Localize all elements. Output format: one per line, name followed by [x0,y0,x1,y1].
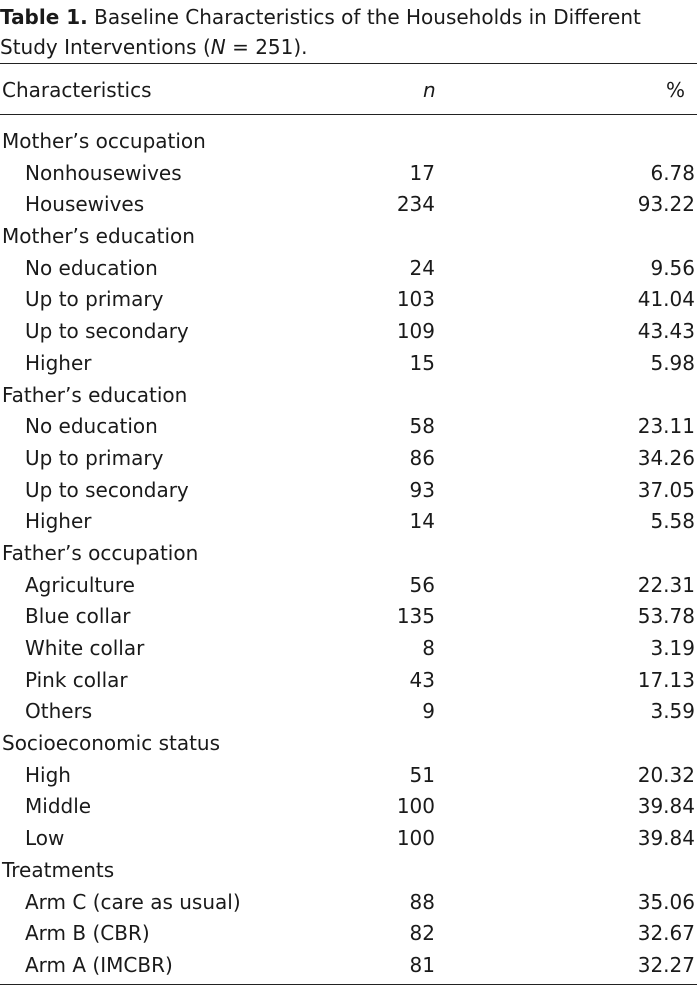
row-label: Low [25,826,65,851]
table-row [0,253,697,285]
cell-percent: 23.11 [637,414,695,439]
cell-percent: 9.56 [650,255,695,280]
row-label: Up to primary [25,445,164,470]
group-heading-row [0,221,697,253]
table-row [0,665,697,697]
row-label: Pink collar [25,667,128,692]
group-heading: Father’s education [2,382,188,407]
cell-percent: 20.32 [637,762,695,787]
cell-n: 15 [409,350,435,375]
cell-n: 56 [409,572,435,597]
header-rule [0,114,697,115]
cell-n: 109 [396,319,435,344]
header-percent: % [665,78,685,102]
cell-percent: 32.67 [637,921,695,946]
row-label: Arm A (IMCBR) [25,952,173,977]
cell-n: 93 [409,477,435,502]
table-row [0,633,697,665]
row-label: White collar [25,636,145,660]
cell-percent: 22.31 [637,572,695,597]
table-row [0,158,697,190]
cell-percent: 53.78 [637,604,695,629]
cell-n: 51 [409,762,435,787]
row-label: High [25,762,71,787]
top-rule [0,63,697,64]
cell-n: 135 [396,604,435,629]
table-header [0,74,697,106]
table-row [0,696,697,728]
row-label: Up to primary [25,287,164,312]
row-label: Others [25,699,93,724]
cell-percent: 35.06 [637,889,695,914]
cell-percent: 5.58 [650,509,695,534]
cell-n: 24 [409,255,435,280]
group-heading: Treatments [2,857,115,882]
cell-percent: 17.13 [637,667,695,692]
cell-n: 103 [396,287,435,312]
cell-n: 86 [409,445,435,470]
table-row [0,950,697,982]
table-body [0,126,697,982]
group-heading: Mother’s education [2,224,195,249]
cell-n: 58 [409,414,435,439]
table-row [0,189,697,221]
bottom-rule [0,984,697,985]
row-label: Arm C (care as usual) [25,889,241,914]
table-row [0,823,697,855]
table-row [0,760,697,792]
group-heading-row [0,538,697,570]
cell-percent: 3.59 [650,699,695,724]
table-row [0,443,697,475]
cell-n: 82 [409,921,435,946]
cell-n: 8 [422,636,435,660]
table-caption [0,2,680,62]
group-heading-row [0,728,697,760]
cell-n: 14 [409,509,435,534]
table-row [0,475,697,507]
cell-percent: 93.22 [637,192,695,217]
row-label: Up to secondary [25,477,189,502]
row-label: Blue collar [25,604,131,629]
cell-percent: 34.26 [637,445,695,470]
cell-n: 88 [409,889,435,914]
caption-text-end: = 251). [225,35,308,59]
table-row [0,918,697,950]
cell-percent: 5.98 [650,350,695,375]
table-row [0,791,697,823]
row-label: Housewives [25,192,145,217]
cell-percent: 3.19 [650,636,695,660]
table-row [0,601,697,633]
row-label: Middle [25,794,92,819]
cell-n: 43 [409,667,435,692]
row-label: Agriculture [25,572,135,597]
cell-percent: 6.78 [650,160,695,185]
group-heading-row [0,380,697,412]
row-label: Higher [25,350,92,375]
cell-percent: 39.84 [637,826,695,851]
cell-n: 81 [409,952,435,977]
table-row [0,887,697,919]
table-row [0,284,697,316]
table-row [0,506,697,538]
group-heading: Mother’s occupation [2,129,206,153]
table-row [0,348,697,380]
caption-n-symbol: N [210,35,226,59]
table-row [0,411,697,443]
cell-n: 100 [396,826,435,851]
header-characteristics: Characteristics [2,78,152,102]
row-label: No education [25,414,158,439]
table-row [0,316,697,348]
row-label: Higher [25,509,92,534]
row-label: Up to secondary [25,319,189,344]
row-label: Nonhousewives [25,160,182,185]
table-row [0,570,697,602]
cell-n: 17 [409,160,435,185]
cell-percent: 39.84 [637,794,695,819]
group-heading-row [0,126,697,158]
cell-percent: 32.27 [637,952,695,977]
cell-percent: 43.43 [637,319,695,344]
row-label: Arm B (CBR) [25,921,150,946]
group-heading-row [0,855,697,887]
caption-text: Baseline Characteristics of the Households in Different Study Interventions ( [0,5,641,59]
cell-n: 100 [396,794,435,819]
cell-percent: 37.05 [637,477,695,502]
cell-percent: 41.04 [637,287,695,312]
cell-n: 234 [396,192,435,217]
row-label: No education [25,255,158,280]
group-heading: Socioeconomic status [2,731,221,756]
table-label: Table 1. [0,5,88,29]
header-n: n [423,78,436,102]
group-heading: Father’s occupation [2,540,199,565]
cell-n: 9 [422,699,435,724]
